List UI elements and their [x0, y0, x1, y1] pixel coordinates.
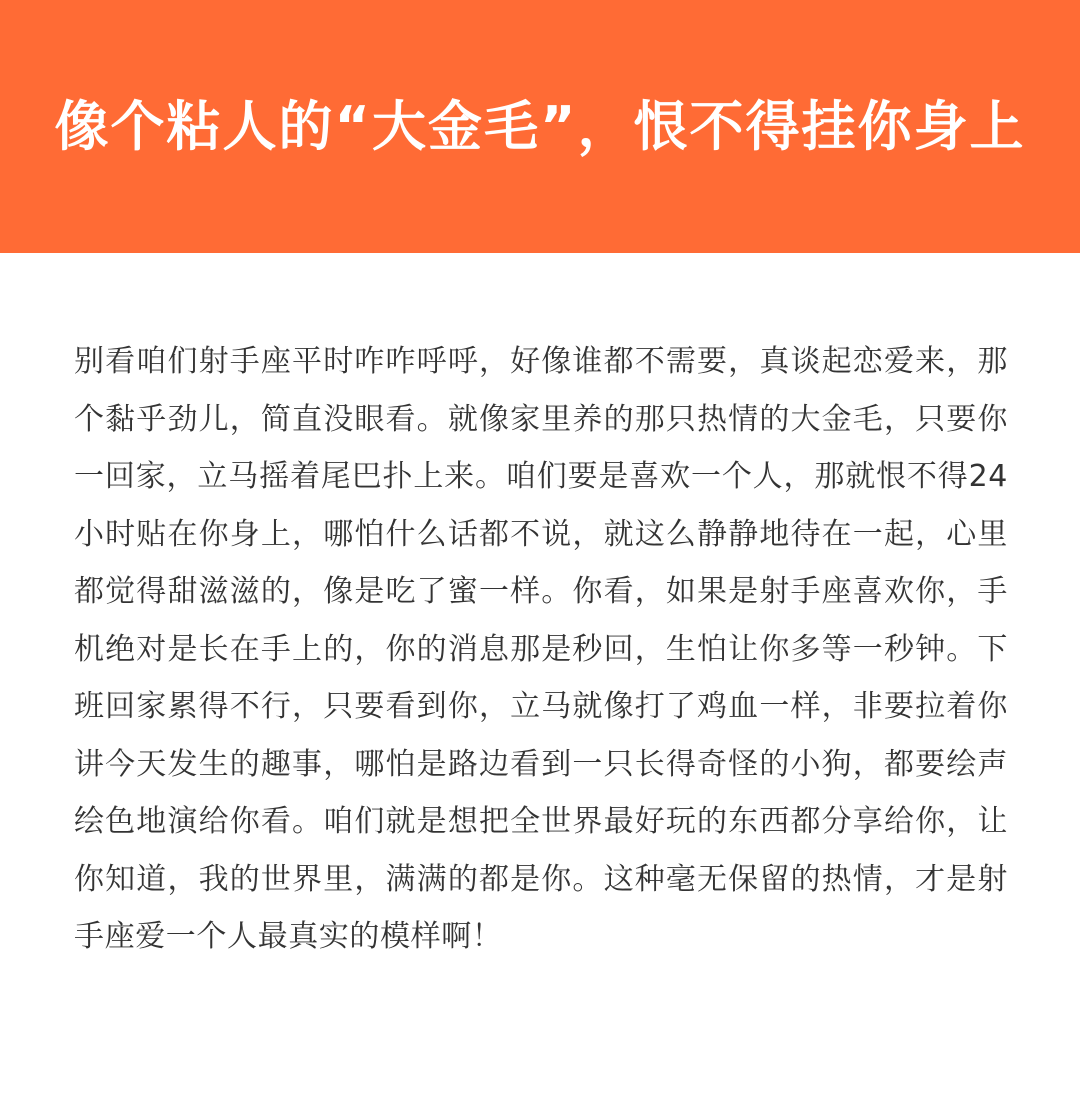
- page-title: 像个粘人的“大金毛”，恨不得挂你身上: [54, 94, 1026, 158]
- header-banner: [0, 0, 1080, 253]
- article-body: 别看咱们射手座平时咋咋呼呼，好像谁都不需要，真谈起恋爱来，那个黏乎劲儿，简直没眼看。就像家里养的那只热情的大金毛，只要你一回家，立马摇着尾巴扑上来。咱们要是喜欢一个人，那就恨不得24小时贴在你身上，哪怕什么话都不说，就这么静静地待在一起，心里都觉得甜滋滋的，像是吃了蜜一样。你看，如果是射手座喜欢你，手机绝对是长在手上的，你的消息那是秒回，生怕让你多等一秒钟。下班回家累得不行，只要看到你，立马就像打了鸡血一样，非要拉着你讲今天发生的趣事，哪怕是路边看到一只长得奇怪的小狗，都要绘声绘色地演给你看。咱们就是想把全世界最好玩的东西都分享给你，让你知道，我的世界里，满满的都是你。这种毫无保留的热情，才是射手座爱一个人最真实的模样啊！: [74, 344, 1008, 954]
- article: [74, 333, 1008, 966]
